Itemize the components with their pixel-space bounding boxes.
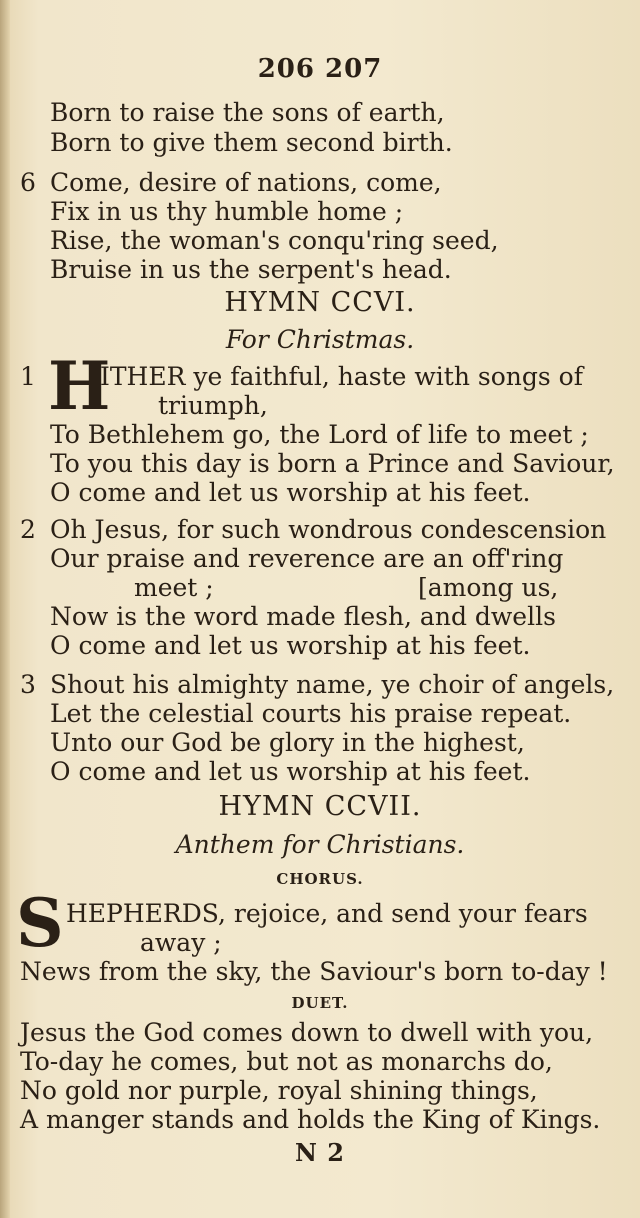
drop-cap: H xyxy=(48,347,111,425)
verse-line: Now is the word made flesh, and dwells xyxy=(50,602,556,631)
verse-line: A manger stands and holds the King of Kings. xyxy=(20,1105,601,1134)
verse-line: Born to raise the sons of earth, xyxy=(50,98,445,127)
verse-line: Bruise in us the serpent's head. xyxy=(50,255,452,284)
section-label: CHORUS. xyxy=(276,870,364,888)
verse-line: away ; xyxy=(140,928,222,957)
verse-line: Jesus the God comes down to dwell with you, xyxy=(20,1018,594,1047)
page-spine xyxy=(0,0,10,1218)
verse-line: Let the celestial courts his praise repeat. xyxy=(50,699,572,728)
verse-line: Our praise and reverence are an off'ring xyxy=(50,544,564,573)
verse-line: [among us, xyxy=(418,573,559,602)
verse-line: News from the sky, the Saviour's born to-day ! xyxy=(20,957,608,986)
verse-number: 3 xyxy=(20,670,36,699)
verse-line: Rise, the woman's conqu'ring seed, xyxy=(50,226,499,255)
hymn-title: HYMN CCVII. xyxy=(218,791,422,822)
verse-line: To Bethlehem go, the Lord of life to meet ; xyxy=(50,420,589,449)
verse-line: O come and let us worship at his feet. xyxy=(50,478,531,507)
verse-line: triumph, xyxy=(158,391,268,420)
verse-line: To-day he comes, but not as monarchs do, xyxy=(20,1047,553,1076)
verse-line: meet ; xyxy=(134,573,214,602)
verse-line: Fix in us thy humble home ; xyxy=(50,197,404,226)
verse-line: Unto our God be glory in the highest, xyxy=(50,728,525,757)
verse-line: No gold nor purple, royal shining things, xyxy=(20,1076,538,1105)
hymn-title: HYMN CCVI. xyxy=(224,287,416,318)
verse-line: ITHER ye faithful, haste with songs of xyxy=(100,362,583,391)
verse-line: Born to give them second birth. xyxy=(50,128,453,157)
verse-line: To you this day is born a Prince and Saviour, xyxy=(50,449,615,478)
hymn-subtitle: Anthem for Christians. xyxy=(175,830,465,859)
verse-line: Shout his almighty name, ye choir of angels, xyxy=(50,670,615,699)
verse-line: O come and let us worship at his feet. xyxy=(50,631,531,660)
signature-mark: N 2 xyxy=(295,1138,345,1167)
verse-line: O come and let us worship at his feet. xyxy=(50,757,531,786)
verse-number: 2 xyxy=(20,515,36,544)
section-label: DUET. xyxy=(291,994,349,1012)
hymn-subtitle: For Christmas. xyxy=(225,325,415,354)
verse-line: HEPHERDS, rejoice, and send your fears xyxy=(66,899,588,928)
verse-line: Oh Jesus, for such wondrous condescension xyxy=(50,515,607,544)
page-numbers: 206 207 xyxy=(257,54,383,84)
verse-number: 6 xyxy=(20,168,36,197)
verse-line: Come, desire of nations, come, xyxy=(50,168,442,197)
verse-number: 1 xyxy=(20,362,36,391)
drop-cap: S xyxy=(16,884,64,962)
